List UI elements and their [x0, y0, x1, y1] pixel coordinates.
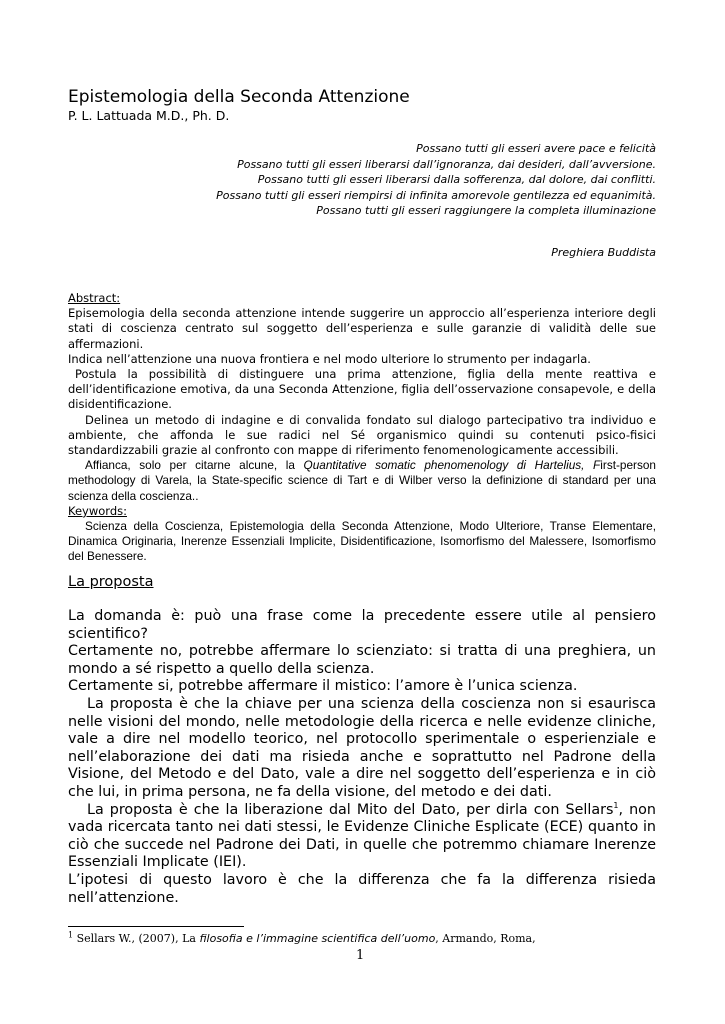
epigraph-line: Possano tutti gli esseri liberarsi dalla sofferenza, dal dolore, dai conflitti.	[257, 173, 656, 186]
abstract-text: Affianca, solo per citarne alcune, la	[85, 458, 304, 473]
epigraph-line: Possano tutti gli esseri raggiungere la completa illuminazione	[316, 204, 656, 217]
keywords-text: Scienza della Coscienza, Epistemologia della Seconda Attenzione, Modo Ulteriore, Transe Elementare, Dinamica Originaria, Inerenze Essenziali Implicite, Disidentificazione, Isomorfismo del Malessere, Isomorfismo del Benessere.	[68, 519, 656, 564]
body-paragraph: La proposta è che la chiave per una scienza della coscienza non si esaurisca nelle visioni del mondo, nelle metodologie della ricerca e nelle evidenze cliniche, vale a dire nel modello teorico, nel protocollo sperimentale o esperienziale e nell’elaborazione dei dati ma risieda anche e soprattutto nel Padrone della Visione, del Metodo e del Dato, vale a dire nel soggetto dell’esperienza e in ciò che lui, in prima persona, ne fa della visione, del metodo e dei dati.	[68, 695, 656, 800]
footnote-reference[interactable]: 1	[613, 800, 619, 810]
footnote-divider	[68, 926, 244, 927]
body-paragraph: Certamente si, potrebbe affermare il mistico: l’amore è l’unica scienza.	[68, 678, 578, 695]
footnote-text: Sellars W., (2007), La	[73, 932, 200, 945]
keywords-label: Keywords:	[68, 503, 127, 518]
document-author: P. L. Lattuada M.D., Ph. D.	[68, 108, 230, 123]
body-paragraph	[68, 802, 656, 872]
abstract-paragraph: Indica nell’attenzione una nuova frontiera e nel modo ulteriore lo strumento per indagarla.	[68, 351, 591, 366]
abstract-paragraph: Episemologia della seconda attenzione intende suggerire un approccio all’esperienza interiore degli stati di coscienza centrato sul soggetto dell’esperienza e sulle garanzie di validità delle sue affermazioni.	[68, 306, 656, 351]
body-text-run: La proposta è che la liberazione dal Mito del Dato, per dirla con Sellars	[87, 801, 614, 818]
section-heading: La proposta	[68, 574, 154, 590]
abstract-block	[68, 291, 656, 565]
epigraph	[216, 141, 656, 219]
abstract-paragraph: Delinea un metodo di indagine e di convalida fondato sul dialogo partecipativo tra individuo e ambiente, che affonda le sue radici nel Sé organismico quindi su contenuti psico-fisici standardizzabili grazie al confronto con mappe di riferimento fenomenologicamente accessibili.	[68, 412, 656, 458]
epigraph-line: Possano tutti gli esseri liberarsi dall’ignoranza, dai desideri, dall’avversione.	[237, 157, 656, 171]
epigraph-line: Possano tutti gli esseri avere pace e felicità	[416, 142, 656, 155]
body-text	[68, 608, 656, 907]
epigraph-line: Possano tutti gli esseri riempirsi di infinita amorevole gentilezza ed equanimità.	[216, 188, 656, 202]
epigraph-source: Preghiera Buddista	[551, 246, 656, 259]
abstract-text: irst-person methodology di Varela, la State-specific science di Tart e di Wilber verso la definizione di standard per una scienza della coscienza..	[68, 458, 656, 503]
footnote-text: , Armando, Roma,	[435, 932, 536, 945]
footnote-marker: 1	[68, 930, 74, 940]
page-number: 1	[356, 948, 365, 963]
body-paragraph: L’ipotesi di questo lavoro è che la differenza che fa la differenza risieda nell’attenzione.	[68, 871, 656, 906]
document-title: Epistemologia della Seconda Attenzione	[68, 87, 410, 107]
footnote-title: filosofia e l’immagine scientifica dell’uomo	[199, 932, 436, 945]
body-text-run: , non vada ricercata tanto nei dati stessi, le Evidenze Cliniche Esplicate (ECE) quanto in ciò che succede nel Padrone dei Dati, in quelle che potremmo chiamare Inerenze Essenziali Implicate (IEI).	[68, 801, 656, 871]
abstract-paragraph	[68, 458, 656, 504]
abstract-paragraph: Postula la possibilità di distinguere una prima attenzione, figlia della mente reattiva e dell’identificazione emotiva, da una Seconda Attenzione, figlia dell’osservazione consapevole, e della disidentificazione.	[68, 367, 656, 412]
footnote	[68, 932, 536, 945]
body-paragraph: La domanda è: può una frase come la precedente essere utile al pensiero scientifico?	[68, 608, 656, 642]
abstract-label: Abstract:	[68, 291, 121, 305]
abstract-citation: Quantitative somatic phenomenology di Hartelius, F	[303, 458, 601, 473]
body-paragraph: Certamente no, potrebbe affermare lo scienziato: si tratta di una preghiera, un mondo a sé rispetto a quello della scienza.	[68, 643, 656, 677]
